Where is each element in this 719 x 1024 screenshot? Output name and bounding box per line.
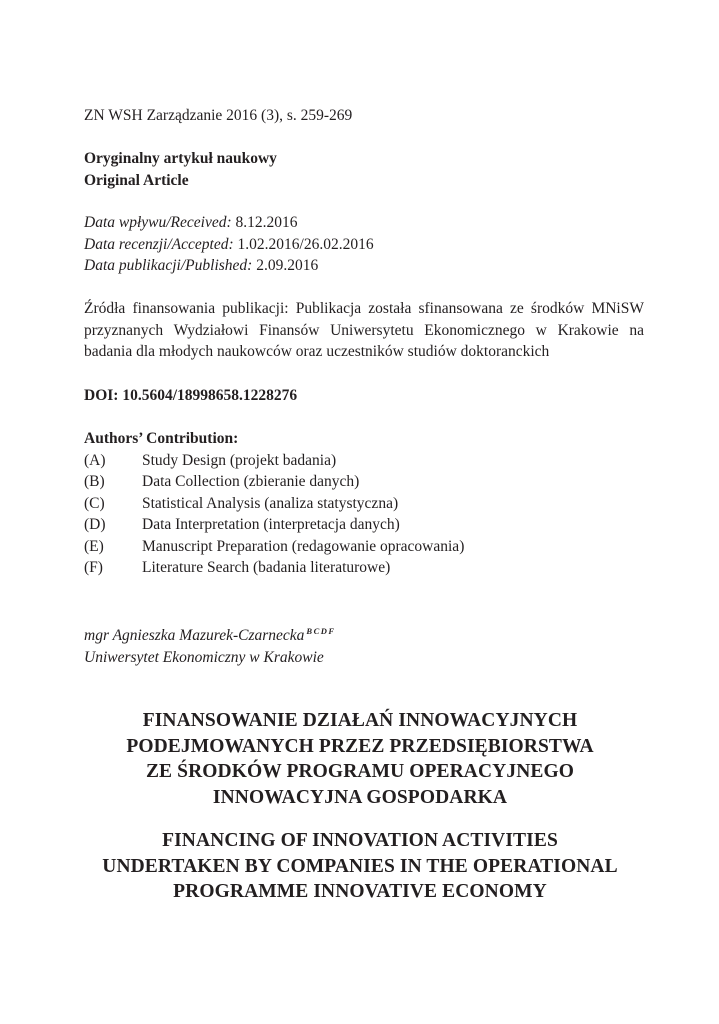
contribution-item bbox=[84, 536, 644, 558]
contribution-code: (D) bbox=[84, 516, 106, 533]
contribution-code: (E) bbox=[84, 537, 104, 555]
author-name: mgr Agnieszka Mazurek-Czarnecka bbox=[84, 627, 305, 644]
contribution-code: (A) bbox=[84, 451, 106, 469]
date-published bbox=[84, 255, 644, 277]
contribution-text: Literature Search (badania literaturowe) bbox=[142, 559, 391, 576]
date-published-label: Data publikacji/Published: bbox=[84, 257, 253, 274]
author-roles: BCDF bbox=[306, 626, 336, 636]
journal-citation: ZN WSH Zarządzanie 2016 (3), s. 259-269 bbox=[84, 107, 353, 124]
title-polish bbox=[40, 708, 680, 810]
author-affiliation: Uniwersytet Ekonomiczny w Krakowie bbox=[84, 648, 324, 666]
title-pl-line: PODEJMOWANYCH PRZEZ PRZEDSIĘBIORSTWA bbox=[126, 735, 594, 757]
article-type-en: Original Article bbox=[84, 171, 189, 189]
title-pl-line: INNOWACYJNA GOSPODARKA bbox=[212, 786, 508, 808]
contribution-text: Data Collection (zbieranie danych) bbox=[142, 473, 360, 490]
contribution-heading: Authors’ Contribution: bbox=[84, 430, 239, 447]
author-block bbox=[84, 621, 644, 668]
date-received-value: 8.12.2016 bbox=[231, 214, 298, 231]
funding-line-1: Źródła finansowania publikacji: Publikacja została sfinansowana ze środków MNiSW bbox=[84, 300, 644, 317]
title-en-line: UNDERTAKEN BY COMPANIES IN THE OPERATIONAL bbox=[102, 855, 618, 877]
contribution-item bbox=[84, 514, 644, 536]
title-pl-line: FINANSOWANIE DZIAŁAŃ INNOWACYJNYCH bbox=[142, 710, 578, 731]
contribution-code: (B) bbox=[84, 473, 105, 490]
contribution-item bbox=[84, 557, 644, 579]
contribution-item bbox=[84, 493, 644, 515]
date-accepted-value: 1.02.2016/26.02.2016 bbox=[233, 235, 374, 253]
date-accepted bbox=[84, 234, 644, 256]
date-published-value: 2.09.2016 bbox=[252, 257, 319, 274]
title-pl-line: ZE ŚRODKÓW PROGRAMU OPERACYJNEGO bbox=[145, 761, 575, 782]
author-line bbox=[84, 621, 644, 647]
funding-line-3: badania dla młodych naukowców oraz uczestników studiów doktoranckich bbox=[84, 343, 550, 360]
authors-contribution bbox=[84, 428, 644, 579]
contribution-text: Data Interpretation (interpretacja danych) bbox=[142, 516, 400, 533]
article-type-pl: Oryginalny artykuł naukowy bbox=[84, 150, 277, 167]
article-dates bbox=[84, 212, 644, 277]
contribution-code: (F) bbox=[84, 559, 103, 576]
date-accepted-label: Data recenzji/Accepted: bbox=[84, 235, 234, 253]
date-received-label: Data wpływu/Received: bbox=[84, 214, 232, 231]
doi: DOI: 10.5604/18998658.1228276 bbox=[84, 387, 298, 404]
date-received bbox=[84, 212, 644, 234]
funding-line-2: przyznanych Wydziałowi Finansów Uniwersytetu Ekonomicznego w Krakowie na bbox=[84, 321, 644, 339]
title-en-line: PROGRAMME INNOVATIVE ECONOMY bbox=[173, 881, 547, 902]
contribution-item bbox=[84, 471, 644, 493]
contribution-item bbox=[84, 450, 644, 472]
title-en-line: FINANCING OF INNOVATION ACTIVITIES bbox=[162, 830, 558, 851]
contribution-text: Manuscript Preparation (redagowanie opracowania) bbox=[142, 537, 465, 555]
article-type bbox=[84, 148, 644, 191]
funding-note bbox=[84, 298, 644, 363]
title-english bbox=[40, 828, 680, 905]
contribution-code: (C) bbox=[84, 494, 105, 512]
contribution-text: Statistical Analysis (analiza statystyczna) bbox=[142, 494, 399, 512]
contribution-text: Study Design (projekt badania) bbox=[142, 451, 337, 469]
